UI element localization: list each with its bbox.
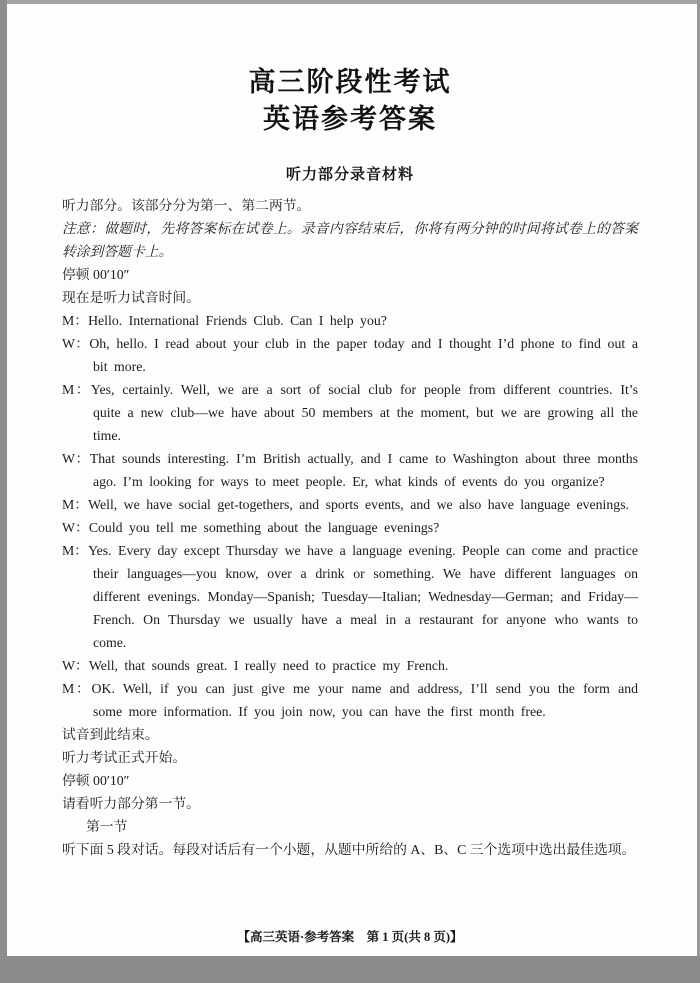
scan-edge-left [0,0,7,983]
scan-edge-bottom [0,956,700,983]
speaker-label: W： [62,658,89,673]
speaker-label: M： [62,681,92,696]
transcript-body [62,194,638,861]
transcript-line: 请看听力部分第一节。 [62,796,200,811]
speaker-label: M： [62,543,89,558]
dialogue-line: W：That sounds interesting. I’m British actually, and I came to Washington about three months ago. I’m looking for ways to meet people. Er, what kinds of events do you organize? [62,451,638,489]
speaker-label: M： [62,313,89,328]
dialogue-line: W：Well, that sounds great. I really need to practice my French. [62,658,449,673]
exam-title-line2: 英语参考答案 [263,104,437,134]
transcript-line: 听力考试正式开始。 [62,750,187,765]
dialogue-line: W：Oh, hello. I read about your club in the paper today and I thought I’d phone to find out a bit more. [62,336,639,374]
dialogue-line: M：Yes. Every day except Thursday we have a language evening. People can come and practice their languages—you know, over a drink or something. We have different languages on different evenings. Monday—Spanish; Tuesday—Italian; Wednesday—German; and Friday—French. On Thursday we usually have a meal in a restaurant for anyone who wants to come. [62,543,638,650]
exam-title-line1: 高三阶段性考试 [248,67,452,97]
speaker-label: M： [62,382,91,397]
dialogue-line: M：Yes, certainly. Well, we are a sort of social club for people from different countries. It’s quite a new club—we have about 50 members at the moment, but we are growing all the time. [62,382,638,443]
transcript-line: 听力部分。该部分分为第一、第二两节。 [62,198,311,213]
speaker-label: W： [62,336,90,351]
dialogue-line: M：Hello. International Friends Club. Can I help you? [62,313,387,328]
dialogue-line: M：OK. Well, if you can just give me your name and address, I’ll send you the form and some more information. If you join now, you can have the first month free. [62,681,638,719]
transcript-line: 注意：做题时，先将答案标在试卷上。录音内容结束后，你将有两分钟的时间将试卷上的答案转涂到答题卡上。 [62,221,638,259]
transcript-line: 试音到此结束。 [62,727,159,742]
transcript-line: 现在是听力试音时间。 [62,290,200,305]
scan-edge-top [0,0,700,4]
transcript-line: 听下面 5 段对话。每段对话后有一个小题，从题中所给的 A、B、C 三个选项中选出最佳选项。 [62,842,636,857]
page-footer: 【高三英语·参考答案 第 1 页(共 8 页)】 [237,930,463,944]
transcript-line: 第一节 [86,819,128,834]
speaker-label: W： [62,520,89,535]
dialogue-line: M：Well, we have social get-togethers, and sports events, and we also have language evenings. [62,497,630,512]
page-content [62,64,638,861]
speaker-label: W： [62,451,90,466]
speaker-label: M： [62,497,89,512]
transcript-line: 停顿 00′10″ [62,773,130,788]
transcript-line: 停顿 00′10″ [62,267,130,282]
section-heading: 听力部分录音材料 [285,166,414,183]
dialogue-line: W：Could you tell me something about the language evenings? [62,520,440,535]
